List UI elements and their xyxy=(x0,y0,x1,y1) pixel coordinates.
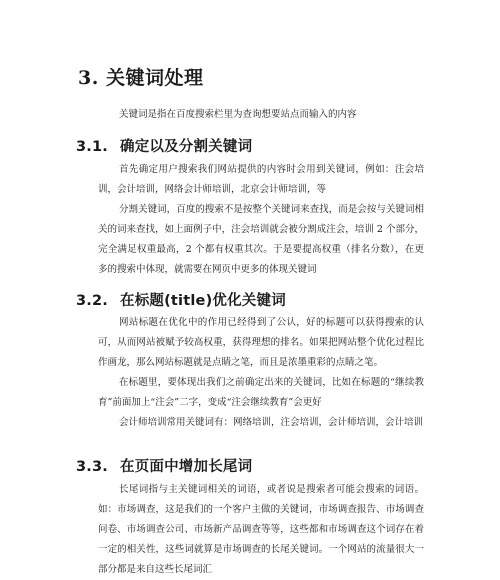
chapter-intro: 关键词是指在百度搜索栏里为查询想要站点而输入的内容 xyxy=(119,109,357,120)
chapter-title: 3. 关键词处理 xyxy=(78,67,204,89)
section-title: 确定以及分割关键词 xyxy=(120,139,253,155)
section-heading-3-1 xyxy=(76,135,252,156)
section-number: 3.2. xyxy=(76,293,108,309)
section-heading-3-3 xyxy=(76,455,252,476)
section-title: 在页面中增加长尾词 xyxy=(120,459,253,475)
paragraph: 首先确定用户搜索我们网站提供的内容时会用到关键词，例如：注会培训，会计培训，网络会计师培训，北京会计师培训，等 xyxy=(98,164,424,195)
paragraph: 长尾词指与主关键词相关的词语，或者说是搜索者可能会搜索的词语。如：市场调查，这是我们的一个客户主做的关键词，市场调查报告、市场调查问卷、市场调查公司、市场新产品调查等等，这些都和市场调查这个词存在着一定的相关性，这些词就算是市场调查的长尾关键词。一个网站的流量很大一部分都是来自这些长尾词汇 xyxy=(98,484,424,575)
section-title: 在标题(title)优化关键词 xyxy=(120,293,286,309)
paragraph: 分割关键词，百度的搜索不是按整个关键词来查找，而是会按与关键词相关的词来查找，如上面例子中，注会培训就会被分割成注会，培训 2 个部分，完全满足权重最高，2 个都有权重其次。于是要提高权重（排名分数），在更多的搜索中体现，就需要在网页中更多的体现关键词 xyxy=(98,204,424,275)
paragraph: 网站标题在优化中的作用已经得到了公认，好的标题可以获得搜索的认可，从而网站被赋予较高权重，获得理想的排名。如果把网站整个优化过程比作画龙，那么网站标题就是点睛之笔，而且是浓墨重彩的点睛之笔。 xyxy=(98,317,424,368)
section-number: 3.1. xyxy=(76,139,108,155)
section-number: 3.3. xyxy=(76,459,108,475)
paragraph: 会计师培训常用关键词有：网络培训，注会培训，会计师培训，会计培训 xyxy=(119,417,424,428)
paragraph: 在标题里，要体现出我们之前确定出来的关键词，比如在标题的“继续教育”前面加上“注会”二字，变成“注会继续教育”会更好 xyxy=(98,377,424,408)
section-heading-3-2 xyxy=(76,289,286,310)
